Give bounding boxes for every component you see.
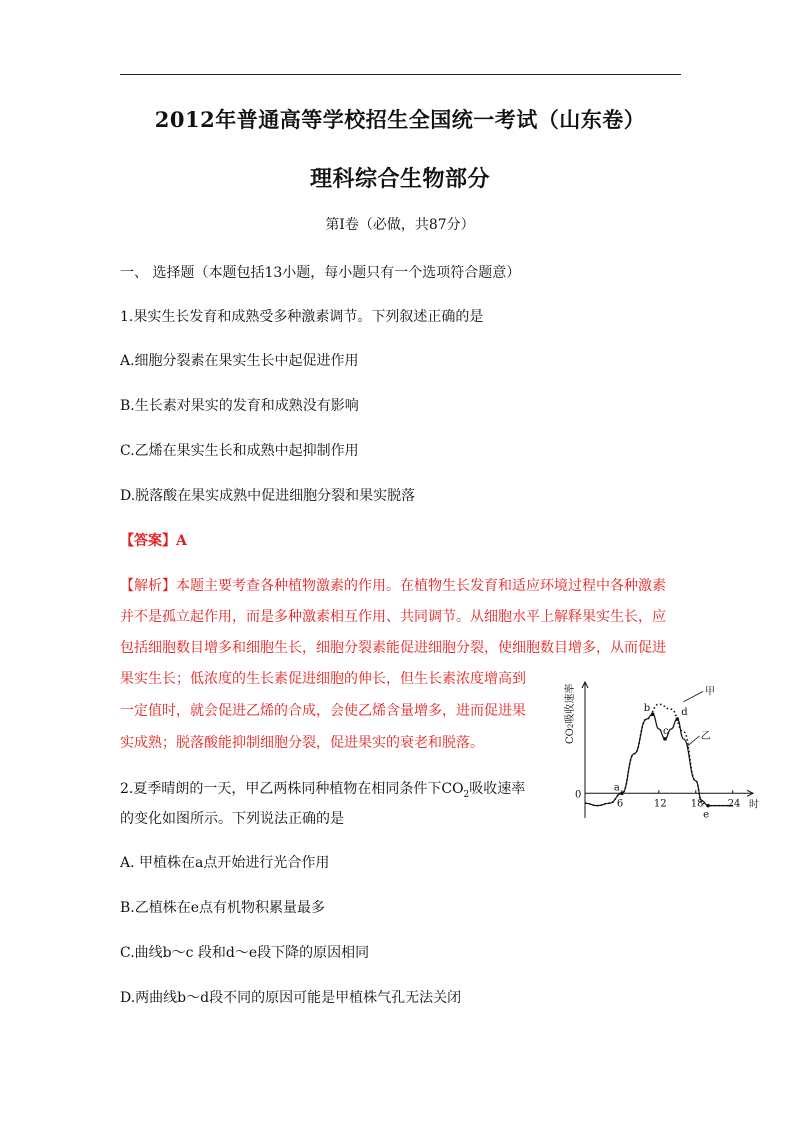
q2-option-c: C.曲线b～c 段和d～e段下降的原因相同 [120, 945, 370, 961]
q1-analysis-line-6: 实成熟；脱落酸能抑制细胞分裂，促进果实的衰老和脱落。 [120, 735, 484, 751]
point-a [620, 791, 624, 795]
q2-stem-line-1 [120, 778, 525, 800]
origin-label: 0 [575, 789, 582, 801]
x-axis-label: 时 [749, 799, 759, 811]
co2-absorption-chart [555, 670, 760, 830]
q1-option-b: B.生长素对果实的发育和成熟没有影响 [120, 398, 359, 414]
q1-analysis-line-2: 并不是孤立起作用，而是多种激素相互作用、共同调节。从细胞水平上解释果实生长，应 [120, 609, 666, 625]
q2-option-b: B.乙植株在e点有机物积累量最多 [120, 900, 326, 916]
series-label-yi-leader [687, 736, 699, 746]
q2-stem-line-2: 的变化如图所示。下列说法正确的是 [120, 811, 344, 827]
top-rule [120, 74, 681, 75]
y-axis-label-main: CO [565, 728, 576, 744]
point-label-e: e [703, 809, 709, 821]
point-d [676, 717, 680, 721]
q1-option-a: A.细胞分裂素在果实生长中起促进作用 [120, 353, 359, 369]
q2-stem-part-1: 2.夏季晴朗的一天，甲乙两株同种植物在相同条件下CO [120, 781, 464, 797]
x-tick-label: 24 [727, 798, 741, 810]
point-label-a: a [613, 782, 620, 794]
q2-option-d: D.两曲线b～d段不同的原因可能是甲植株气孔无法关闭 [120, 990, 462, 1006]
y-axis-label [563, 684, 576, 744]
q1-answer: 【答案】A [120, 533, 187, 549]
exam-subtitle: 理科综合生物部分 [309, 166, 490, 192]
q1-analysis-line-1: 【解析】本题主要考查各种植物激素的作用。在植物生长发育和适应环境过程中各种激素 [120, 578, 666, 594]
q2-option-a: A. 甲植株在a点开始进行光合作用 [120, 855, 330, 871]
volume-label: 第Ⅰ卷（必做，共87分） [325, 217, 475, 233]
point-c [663, 737, 667, 741]
q1-analysis-line-5: 一定值时，就会促进乙烯的合成，会使乙烯含量增多，进而促进果 [120, 703, 526, 719]
q1-stem: 1.果实生长发育和成熟受多种激素调节。下列叙述正确的是 [120, 309, 484, 325]
x-tick-label: 18 [690, 798, 704, 810]
q1-analysis-line-3: 包括细胞数目增多和细胞生长，细胞分裂素能促进细胞分裂，使细胞数目增多，从而促进 [120, 640, 666, 656]
point-label-d: d [681, 707, 688, 719]
q1-option-c: C.乙烯在果实生长和成熟中起抑制作用 [120, 443, 359, 459]
exam-title: 2012年普通高等学校招生全国统一考试（山东卷） [154, 107, 646, 132]
series-label-yi: 乙 [700, 730, 711, 742]
y-axis-label-rest: 吸收速率 [565, 683, 576, 724]
q1-analysis-line-4: 果实生长；低浓度的生长素促进细胞的伸长，但生长素浓度增高到 [120, 671, 526, 687]
point-e [706, 804, 710, 808]
point-label-c: c [663, 725, 669, 737]
point-b [651, 712, 655, 716]
x-tick-label: 6 [616, 798, 624, 810]
q1-option-d: D.脱落酸在果实成熟中促进细胞分裂和果实脱落 [120, 488, 416, 504]
series-label-jia: 甲 [705, 686, 715, 698]
section-heading: 一、 选择题（本题包括13小题，每小题只有一个选项符合题意） [120, 265, 521, 281]
q2-stem-subscript: 2 [463, 789, 470, 800]
series-label-jia-leader [683, 691, 703, 701]
x-tick-label: 12 [653, 798, 667, 810]
point-label-b: b [643, 703, 651, 715]
q2-stem-part-2: 吸收速率 [469, 781, 526, 797]
chart-layer [563, 682, 759, 821]
y-axis-label-sub: 2 [567, 723, 575, 729]
